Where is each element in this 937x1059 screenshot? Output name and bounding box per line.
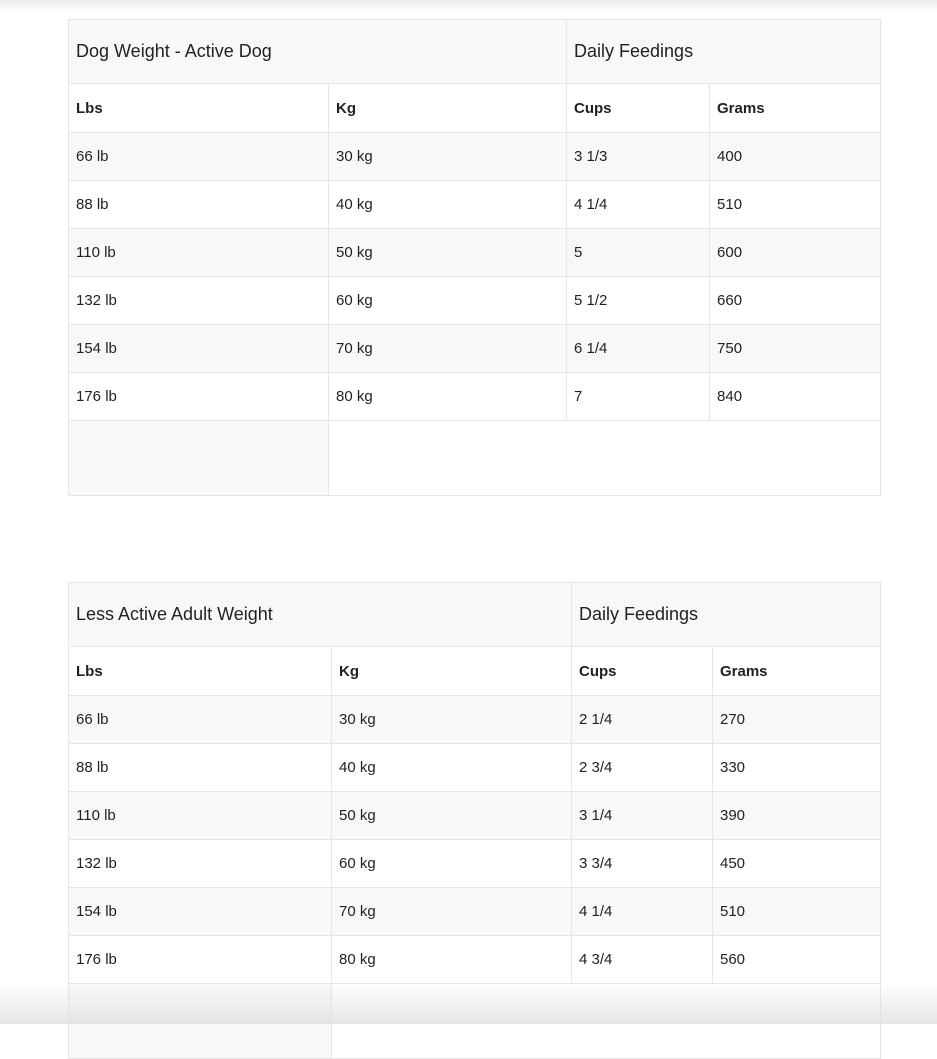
cell-grams: 750 [710,325,881,373]
column-header-lbs: Lbs [69,84,329,133]
cell-grams: 510 [713,888,881,936]
cell-cups: 7 [567,373,710,421]
cell-lbs: 66 lb [69,696,332,744]
cell-lbs: 154 lb [69,888,332,936]
cell-grams: 270 [713,696,881,744]
cell-cups: 3 1/3 [567,133,710,181]
active-dog-feeding-table [68,19,881,496]
cell-kg: 60 kg [332,840,572,888]
table-row [69,277,881,325]
cell-lbs: 110 lb [69,792,332,840]
cell-grams: 390 [713,792,881,840]
cell-cups: 4 3/4 [572,936,713,984]
empty-cell [69,984,332,1059]
cell-grams: 660 [710,277,881,325]
table-column-header [69,647,881,696]
less-active-feeding-table [68,582,881,1059]
table-row [69,744,881,792]
column-header-grams: Grams [710,84,881,133]
cell-cups: 5 [567,229,710,277]
cell-cups: 2 1/4 [572,696,713,744]
cell-lbs: 176 lb [69,936,332,984]
cell-cups: 4 1/4 [567,181,710,229]
group-title-feedings: Daily Feedings [567,20,881,84]
cell-kg: 70 kg [329,325,567,373]
column-header-grams: Grams [713,647,881,696]
cell-grams: 400 [710,133,881,181]
cell-kg: 30 kg [329,133,567,181]
cell-kg: 30 kg [332,696,572,744]
group-title-weight: Dog Weight - Active Dog [69,20,567,84]
cell-grams: 330 [713,744,881,792]
table-row [69,696,881,744]
cell-kg: 40 kg [329,181,567,229]
cell-kg: 70 kg [332,888,572,936]
cell-lbs: 176 lb [69,373,329,421]
column-header-cups: Cups [567,84,710,133]
cell-lbs: 88 lb [69,181,329,229]
empty-cell [329,421,881,496]
cell-lbs: 132 lb [69,277,329,325]
cell-kg: 50 kg [332,792,572,840]
top-shadow [0,0,937,12]
empty-cell [332,984,881,1059]
cell-kg: 50 kg [329,229,567,277]
cell-cups: 2 3/4 [572,744,713,792]
cell-grams: 840 [710,373,881,421]
cell-cups: 3 1/4 [572,792,713,840]
table-row [69,936,881,984]
table-group-header [69,583,881,647]
table-row [69,840,881,888]
cell-lbs: 88 lb [69,744,332,792]
cell-cups: 6 1/4 [567,325,710,373]
cell-kg: 80 kg [329,373,567,421]
table-column-header [69,84,881,133]
cell-grams: 510 [710,181,881,229]
column-header-lbs: Lbs [69,647,332,696]
column-header-kg: Kg [332,647,572,696]
table-row [69,888,881,936]
table-row [69,181,881,229]
cell-kg: 40 kg [332,744,572,792]
cell-lbs: 110 lb [69,229,329,277]
table-row [69,133,881,181]
cell-lbs: 154 lb [69,325,329,373]
cell-lbs: 66 lb [69,133,329,181]
cell-grams: 600 [710,229,881,277]
empty-row [69,421,881,496]
table-row [69,792,881,840]
cell-grams: 560 [713,936,881,984]
group-title-weight: Less Active Adult Weight [69,583,572,647]
cell-cups: 3 3/4 [572,840,713,888]
cell-lbs: 132 lb [69,840,332,888]
cell-cups: 5 1/2 [567,277,710,325]
cell-kg: 80 kg [332,936,572,984]
table-row [69,325,881,373]
group-title-feedings: Daily Feedings [572,583,881,647]
column-header-cups: Cups [572,647,713,696]
table-row [69,229,881,277]
empty-row [69,984,881,1059]
cell-cups: 4 1/4 [572,888,713,936]
table-row [69,373,881,421]
table-group-header [69,20,881,84]
empty-cell [69,421,329,496]
column-header-kg: Kg [329,84,567,133]
cell-kg: 60 kg [329,277,567,325]
cell-grams: 450 [713,840,881,888]
